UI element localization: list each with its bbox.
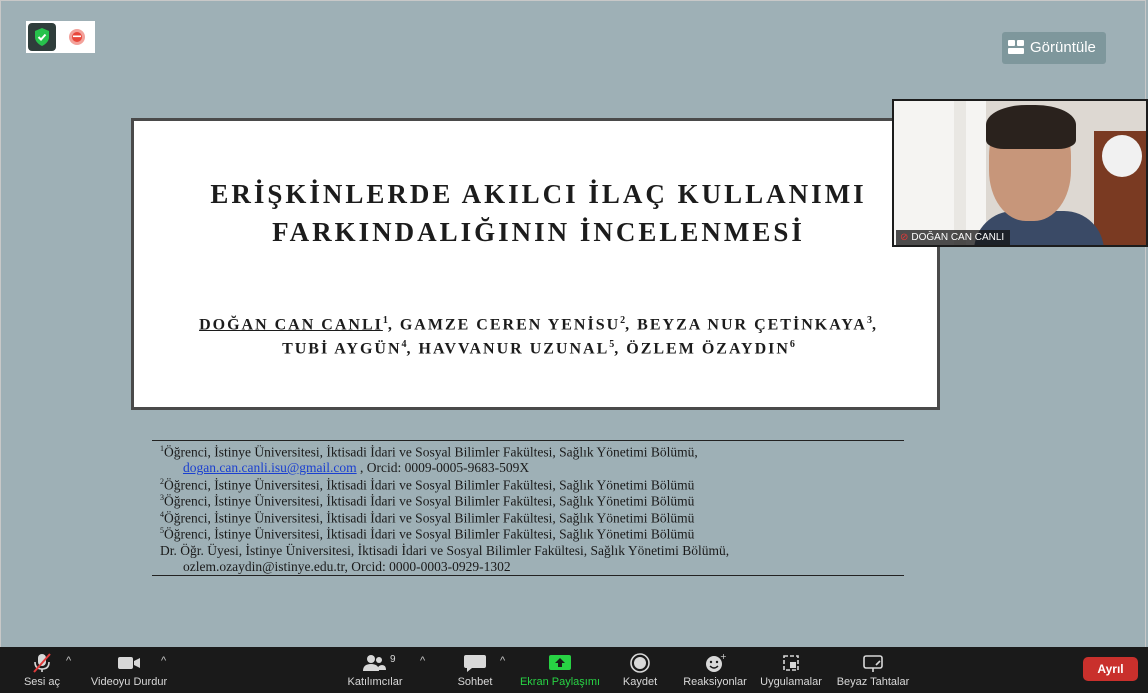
chat-options-chevron-icon[interactable]: ^	[500, 655, 506, 667]
participants-label: Katılımcılar	[347, 676, 403, 688]
affiliation-5: $^5$Öğrenci, İstinye Üniversitesi, İktisadi İdari ve Sosyal Bilimler Fakültesi, Sağlık Yönetimi Bölümü	[160, 526, 695, 542]
author-sup: 1	[382, 315, 388, 326]
chat-button[interactable]	[452, 647, 498, 693]
author-name: HAVVANUR UZUNAL	[418, 340, 610, 358]
participants-icon	[344, 653, 406, 673]
reactions-button[interactable]	[680, 647, 750, 693]
video-options-chevron-icon[interactable]: ^	[161, 655, 167, 667]
meeting-status-badges	[26, 21, 95, 53]
apps-label: Uygulamalar	[760, 676, 822, 688]
affiliation-4: $^4$Öğrenci, İstinye Üniversitesi, İktisadi İdari ve Sosyal Bilimler Fakültesi, Sağlık Yönetimi Bölümü	[160, 510, 695, 526]
author-name: ÖZLEM ÖZAYDIN	[626, 340, 790, 358]
record-label: Kaydet	[622, 676, 658, 688]
participants-count: 9	[390, 654, 396, 665]
affiliation-2: $^2$Öğrenci, İstinye Üniversitesi, İktisadi İdari ve Sosyal Bilimler Fakültesi, Sağlık Yönetimi Bölümü	[160, 477, 695, 493]
author-sup: 4	[401, 339, 407, 350]
author-sup: 5	[609, 339, 615, 350]
video-camera-icon	[86, 653, 172, 673]
muted-microphone-icon	[20, 653, 64, 673]
whiteboards-button[interactable]	[834, 647, 912, 693]
affiliation-1-contact: dogan.can.canli.isu@gmail.com , Orcid: 0009-0005-9683-509X	[183, 460, 530, 475]
email-link[interactable]: dogan.can.canli.isu@gmail.com	[183, 460, 357, 475]
whiteboards-label: Beyaz Tahtalar	[836, 676, 910, 688]
view-button-label: Görüntüle	[1030, 39, 1096, 56]
slide-title-line-1: ERİŞKİNLERDE AKILCI İLAÇ KULLANIMI	[210, 179, 867, 209]
view-layout-button[interactable]	[1002, 32, 1106, 64]
participants-button[interactable]	[344, 647, 406, 693]
affiliation-6-contact: ozlem.ozaydin@istinye.edu.tr, Orcid: 0000-0003-0929-1302	[183, 559, 511, 574]
audio-options-chevron-icon[interactable]: ^	[66, 655, 72, 667]
author-sup: 3	[866, 315, 872, 326]
participant-name-label: ⊘ DOĞAN CAN CANLI	[896, 230, 1010, 246]
chat-bubble-icon	[452, 653, 498, 673]
unmute-button[interactable]	[20, 647, 64, 693]
record-icon	[618, 653, 662, 673]
unmute-label: Sesi aç	[23, 676, 61, 688]
slide-title-line-2: FARKINDALIĞININ İNCELENMESİ	[272, 217, 805, 247]
share-screen-button[interactable]	[518, 647, 602, 693]
chat-label: Sohbet	[457, 676, 493, 688]
recording-indicator-icon[interactable]	[64, 23, 92, 51]
author-sup: 6	[789, 339, 795, 350]
author-name: BEYZA NUR ÇETİNKAYA	[637, 316, 867, 334]
author-name: TUBİ AYGÜN	[282, 340, 402, 358]
author-sup: 2	[620, 315, 626, 326]
affiliation-3: $^3$Öğrenci, İstinye Üniversitesi, İktisadi İdari ve Sosyal Bilimler Fakültesi, Sağlık Yönetimi Bölümü	[160, 493, 695, 509]
stop-video-label: Videoyu Durdur	[90, 676, 168, 688]
share-screen-icon	[518, 653, 602, 673]
affiliation-6: Dr. Öğr. Üyesi, İstinye Üniversitesi, İktisadi İdari ve Sosyal Bilimler Fakültesi, Sağlık Yönetimi Bölümü,	[160, 543, 730, 558]
smiley-reaction-icon	[680, 653, 750, 673]
reactions-label: Reaksiyonlar	[683, 676, 747, 688]
teddy-bear-background	[1102, 135, 1142, 177]
grid-view-icon	[1008, 40, 1024, 54]
authors-line-1: DOĞAN CAN CANLI$^1$, GAMZE CEREN YENİSU$^2$, BEYZA NUR ÇETİNKAYA$^3$,	[199, 315, 878, 334]
stop-video-button[interactable]	[86, 647, 172, 693]
participant-video-tile[interactable]	[892, 99, 1148, 247]
share-screen-label: Ekran Paylaşımı	[519, 676, 601, 688]
author-name: DOĞAN CAN CANLI	[199, 316, 383, 334]
record-button[interactable]	[618, 647, 662, 693]
participants-options-chevron-icon[interactable]: ^	[420, 655, 426, 667]
muted-mic-icon: ⊘	[900, 232, 909, 243]
authors-line-2: TUBİ AYGÜN$^4$, HAVVANUR UZUNAL$^5$, ÖZLEM ÖZAYDIN$^6$	[282, 339, 795, 358]
whiteboard-icon	[834, 653, 912, 673]
author-name: GAMZE CEREN YENİSU	[399, 316, 621, 334]
encryption-shield-icon[interactable]	[28, 23, 56, 51]
meeting-toolbar	[0, 647, 1148, 693]
author-affiliations	[152, 440, 904, 576]
apps-button[interactable]	[756, 647, 826, 693]
svg-text:+: +	[720, 653, 727, 661]
apps-grid-icon	[756, 653, 826, 673]
affiliation-1: $^1$Öğrenci, İstinye Üniversitesi, İktisadi İdari ve Sosyal Bilimler Fakültesi, Sağlık Yönetimi Bölümü,	[160, 444, 698, 460]
shared-slide-title-box	[131, 118, 940, 410]
leave-meeting-button[interactable]: Ayrıl	[1083, 657, 1138, 681]
